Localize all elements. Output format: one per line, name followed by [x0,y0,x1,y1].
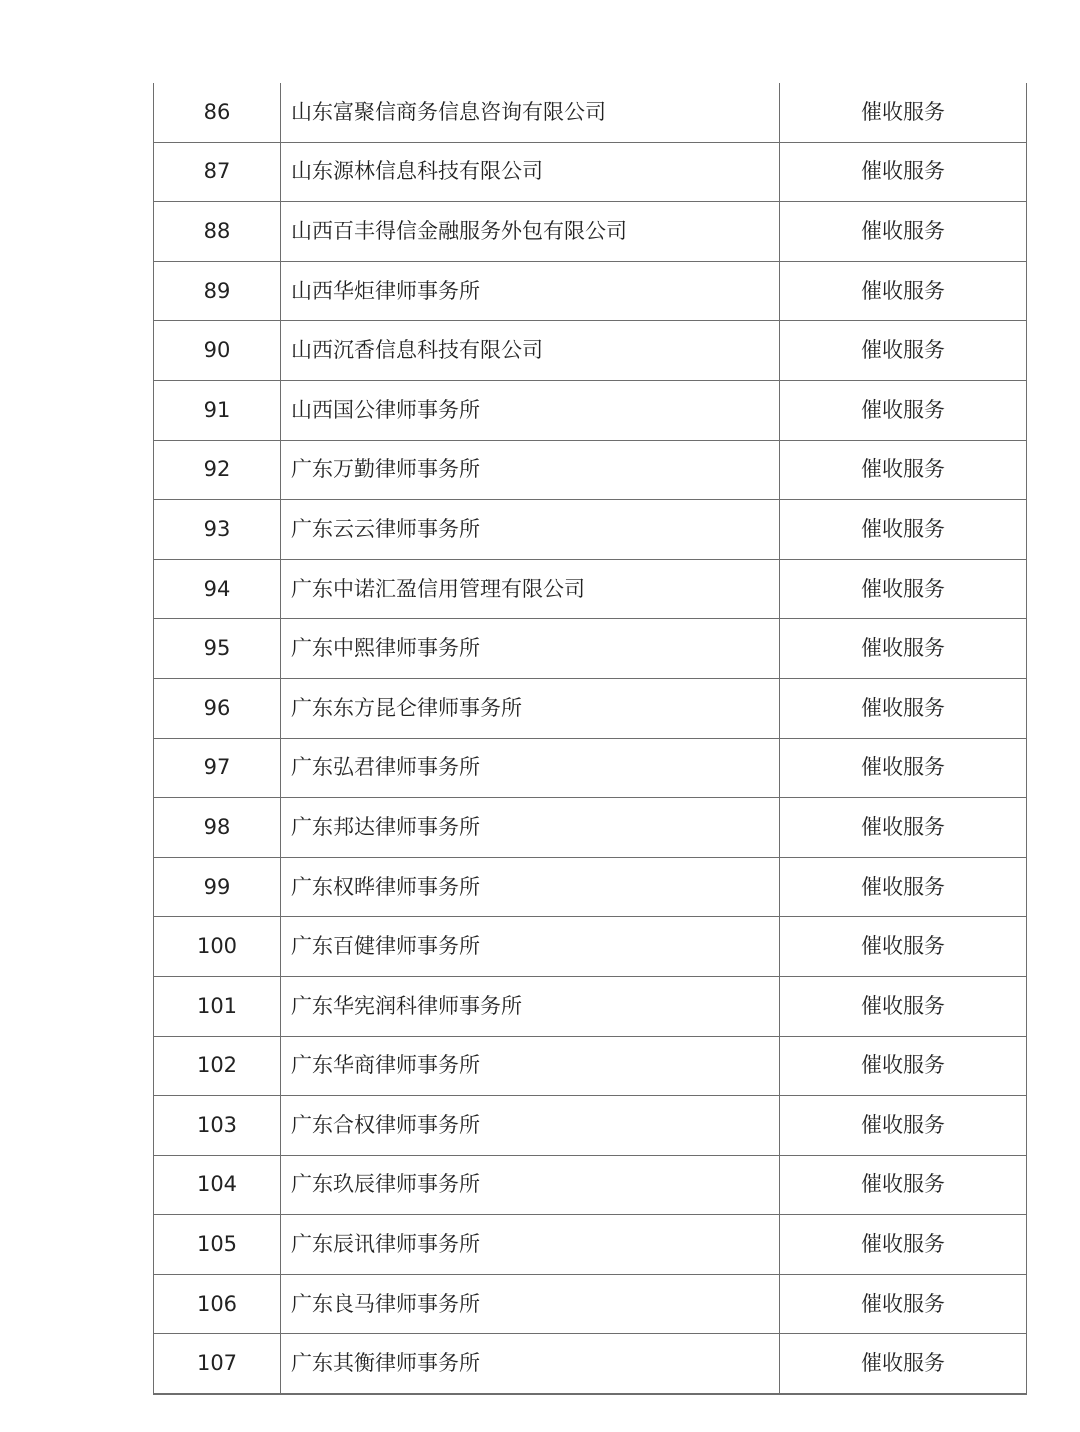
service-type-cell: 催收服务 [780,202,1027,262]
table-row [154,321,1027,381]
company-list-table [153,83,1027,1395]
company-name-cell: 广东其衡律师事务所 [281,1334,780,1394]
company-name-cell: 广东百健律师事务所 [281,917,780,977]
row-number-cell: 100 [154,917,281,977]
row-number-cell: 98 [154,798,281,858]
company-name-cell: 广东中熙律师事务所 [281,619,780,679]
table-row [154,380,1027,440]
company-name-cell: 广东华宪润科律师事务所 [281,976,780,1036]
service-type-cell: 催收服务 [780,678,1027,738]
row-number-cell: 101 [154,976,281,1036]
service-type-cell: 催收服务 [780,83,1027,142]
company-name-cell: 广东玖辰律师事务所 [281,1155,780,1215]
company-name-cell: 广东权晔律师事务所 [281,857,780,917]
service-type-cell: 催收服务 [780,1096,1027,1156]
row-number-cell: 107 [154,1334,281,1394]
row-number-cell: 97 [154,738,281,798]
service-type-cell: 催收服务 [780,1274,1027,1334]
table-row [154,1334,1027,1394]
company-name-cell: 山东源林信息科技有限公司 [281,142,780,202]
service-type-cell: 催收服务 [780,857,1027,917]
table-row [154,976,1027,1036]
service-type-cell: 催收服务 [780,321,1027,381]
company-name-cell: 广东云云律师事务所 [281,500,780,560]
service-type-cell: 催收服务 [780,559,1027,619]
company-name-cell: 广东东方昆仑律师事务所 [281,678,780,738]
table-row [154,619,1027,679]
table-row [154,202,1027,262]
service-type-cell: 催收服务 [780,1334,1027,1394]
row-number-cell: 88 [154,202,281,262]
row-number-cell: 104 [154,1155,281,1215]
company-name-cell: 山西华炬律师事务所 [281,261,780,321]
company-name-cell: 广东弘君律师事务所 [281,738,780,798]
service-type-cell: 催收服务 [780,738,1027,798]
table-row [154,261,1027,321]
table-row [154,917,1027,977]
company-name-cell: 山西国公律师事务所 [281,380,780,440]
row-number-cell: 102 [154,1036,281,1096]
service-type-cell: 催收服务 [780,917,1027,977]
row-number-cell: 87 [154,142,281,202]
row-number-cell: 89 [154,261,281,321]
row-number-cell: 93 [154,500,281,560]
table-row [154,500,1027,560]
table-row [154,1274,1027,1334]
service-type-cell: 催收服务 [780,440,1027,500]
service-type-cell: 催收服务 [780,380,1027,440]
row-number-cell: 90 [154,321,281,381]
row-number-cell: 86 [154,83,281,142]
company-name-cell: 广东良马律师事务所 [281,1274,780,1334]
table-row [154,1096,1027,1156]
company-name-cell: 广东辰讯律师事务所 [281,1215,780,1275]
row-number-cell: 92 [154,440,281,500]
row-number-cell: 95 [154,619,281,679]
row-number-cell: 94 [154,559,281,619]
company-name-cell: 山东富聚信商务信息咨询有限公司 [281,83,780,142]
company-name-cell: 广东华商律师事务所 [281,1036,780,1096]
row-number-cell: 99 [154,857,281,917]
service-type-cell: 催收服务 [780,976,1027,1036]
service-type-cell: 催收服务 [780,261,1027,321]
service-type-cell: 催收服务 [780,142,1027,202]
table-row [154,559,1027,619]
company-name-cell: 山西沉香信息科技有限公司 [281,321,780,381]
table-row [154,678,1027,738]
table-row [154,1036,1027,1096]
table-row [154,857,1027,917]
row-number-cell: 91 [154,380,281,440]
row-number-cell: 105 [154,1215,281,1275]
service-type-cell: 催收服务 [780,619,1027,679]
service-type-cell: 催收服务 [780,1036,1027,1096]
table-row [154,142,1027,202]
company-name-cell: 山西百丰得信金融服务外包有限公司 [281,202,780,262]
table-row [154,1215,1027,1275]
table-body [154,83,1027,1394]
company-name-cell: 广东邦达律师事务所 [281,798,780,858]
row-number-cell: 103 [154,1096,281,1156]
table-row [154,798,1027,858]
row-number-cell: 96 [154,678,281,738]
service-type-cell: 催收服务 [780,798,1027,858]
table-row [154,738,1027,798]
company-name-cell: 广东合权律师事务所 [281,1096,780,1156]
service-type-cell: 催收服务 [780,1215,1027,1275]
table-row [154,440,1027,500]
row-number-cell: 106 [154,1274,281,1334]
service-type-cell: 催收服务 [780,1155,1027,1215]
service-type-cell: 催收服务 [780,500,1027,560]
company-name-cell: 广东万勤律师事务所 [281,440,780,500]
company-name-cell: 广东中诺汇盈信用管理有限公司 [281,559,780,619]
table-row [154,83,1027,142]
table-row [154,1155,1027,1215]
